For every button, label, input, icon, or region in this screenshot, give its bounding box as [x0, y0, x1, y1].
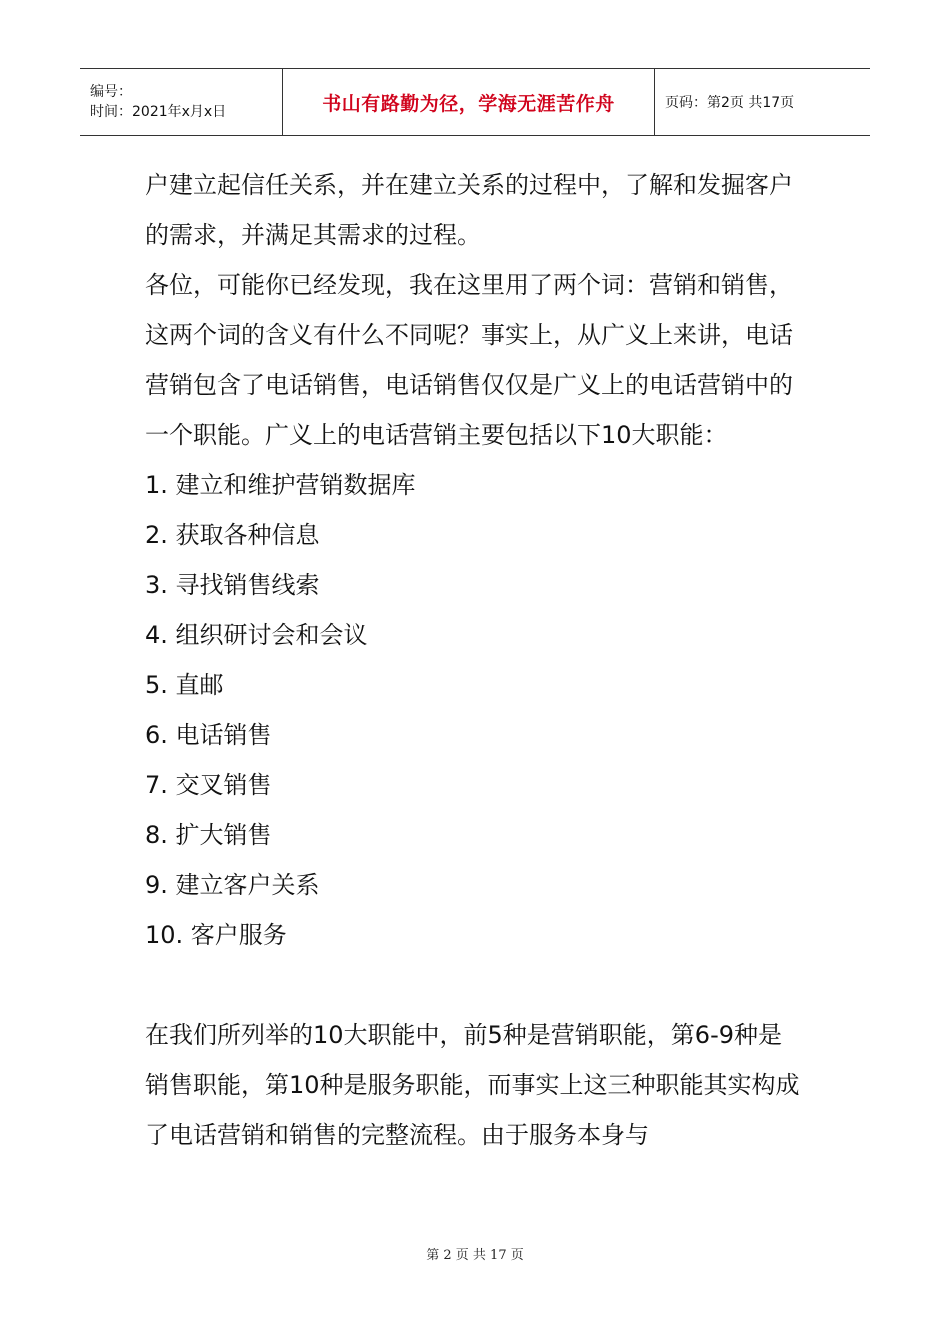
blank-line	[145, 960, 805, 1010]
header-meta	[80, 69, 282, 135]
list-item: 4. 组织研讨会和会议	[145, 621, 368, 649]
list-item: 3. 寻找销售线索	[145, 571, 320, 599]
header-page-info-cell	[655, 69, 870, 135]
header-page-info: 页码：第2页 共17页	[665, 95, 795, 111]
list-item: 2. 获取各种信息	[145, 521, 320, 549]
list-item: 9. 建立客户关系	[145, 871, 320, 899]
header-motto: 书山有路勤为径，学海无涯苦作舟	[322, 92, 615, 115]
page-header	[80, 68, 870, 136]
function-list	[145, 460, 805, 960]
paragraph-3: 在我们所列举的10大职能中，前5种是营销职能，第6-9种是销售职能，第10种是服务职能，而事实上这三种职能其实构成了电话营销和销售的完整流程。由于服务本身与	[145, 1021, 800, 1149]
paragraph-1: 户建立起信任关系，并在建立关系的过程中，了解和发掘客户的需求，并满足其需求的过程。	[145, 171, 793, 249]
list-item: 10. 客户服务	[145, 921, 287, 949]
paragraph-2: 各位，可能你已经发现，我在这里用了两个词：营销和销售，这两个词的含义有什么不同呢？事实上，从广义上来讲，电话营销包含了电话销售，电话销售仅仅是广义上的电话营销中的一个职能。广义上的电话营销主要包括以下10大职能：	[145, 271, 793, 449]
doc-number-label: 编号：	[90, 84, 132, 100]
page-footer: 第 2 页 共 17 页	[426, 1248, 524, 1263]
list-item: 8. 扩大销售	[145, 821, 272, 849]
list-item: 6. 电话销售	[145, 721, 272, 749]
document-body	[145, 160, 805, 1160]
doc-time-label: 时间：2021年x月x日	[90, 104, 227, 120]
list-item: 5. 直邮	[145, 671, 224, 699]
header-motto-cell	[282, 69, 655, 135]
list-item: 7. 交叉销售	[145, 771, 272, 799]
list-item: 1. 建立和维护营销数据库	[145, 471, 416, 499]
